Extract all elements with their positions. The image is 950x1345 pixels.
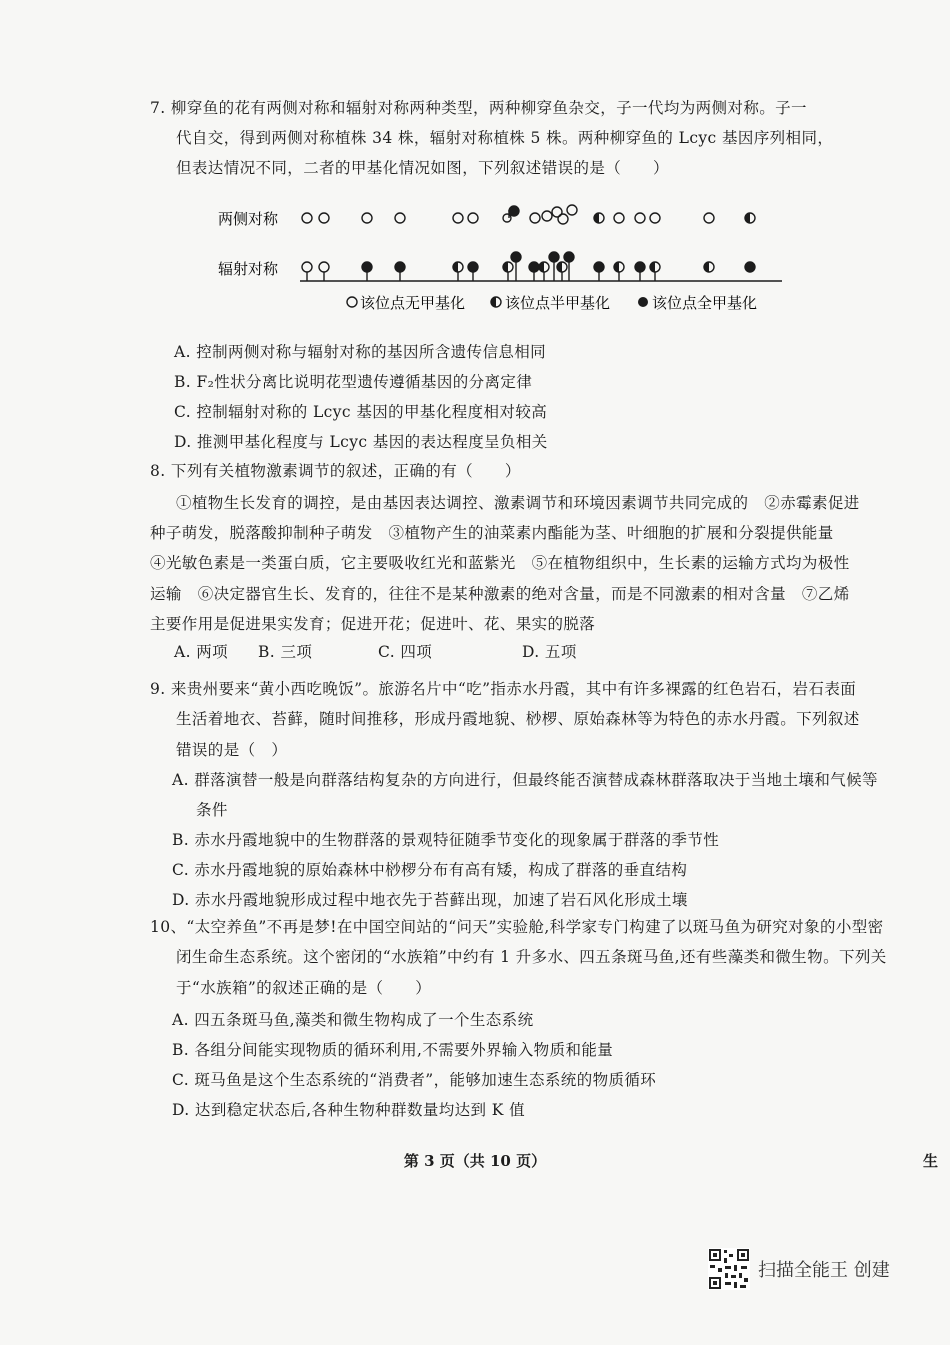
legend-unmethylated-label: 该位点无甲基化 [360,294,466,312]
radial-methylation-row [302,252,755,281]
site-unmethylated [319,213,329,223]
q9-option-a: A. 群落演替一般是向群落结构复杂的方向进行，但最终能否演替成森林群落取决于当地土壤和气候等条件 [172,771,878,819]
site-unmethylated [614,213,624,223]
q7-stem-line3: 但表达情况不同，二者的甲基化情况如图，下列叙述错误的是（ ） [176,159,669,177]
q9-option-b: B. 赤水丹霞地貌中的生物群落的景观特征随季节变化的现象属于群落的季节性 [172,831,720,849]
site-full-methylation [594,262,604,272]
q10-option-b: B. 各组分间能实现物质的循环利用,不需要外界输入物质和能量 [172,1041,614,1059]
site-unmethylated [319,262,329,272]
site-unmethylated [362,213,372,223]
q8-option-a: A. 两项 [174,643,229,661]
q7-stem-line2: 代自交，得到两侧对称植株 34 株，辐射对称植株 5 株。两种柳穿鱼的 Lcyc 基因序列相同， [176,129,834,147]
q9-option-c: C. 赤水丹霞地貌的原始森林中桫椤分布有高有矮，构成了群落的垂直结构 [172,861,688,879]
qr-code-icon [708,1248,750,1290]
site-full-methylation [529,262,539,272]
legend-half-methylated-label: 该位点半甲基化 [505,294,611,312]
q7-option-b: B. F₂性状分离比说明花型遗传遵循基因的分离定律 [174,373,533,391]
site-full-methylation [468,262,478,272]
margin-character: 生 [922,1152,938,1170]
site-unmethylated [395,213,405,223]
site-full-methylation [511,252,521,262]
site-full-methylation [395,262,405,272]
site-full-methylation [509,206,519,216]
q10-option-c: C. 斑马鱼是这个生态系统的“消费者”，能够加速生态系统的物质循环 [172,1071,657,1089]
site-unmethylated [567,205,577,215]
figure-row1-label: 两侧对称 [218,210,279,228]
site-unmethylated [302,213,312,223]
site-full-methylation [564,252,574,262]
q7-option-a: A. 控制两侧对称与辐射对称的基因所含遗传信息相同 [174,343,547,361]
q9-option-d: D. 赤水丹霞地貌形成过程中地衣先于苔藓出现，加速了岩石风化形成土壤 [172,891,688,909]
figure-legend [347,294,757,312]
q8-option-c: C. 四项 [378,643,433,661]
q7-stem-line1: 7. 柳穿鱼的花有两侧对称和辐射对称两种类型，两种柳穿鱼杂交，子一代均为两侧对称。子一 [150,99,807,117]
site-unmethylated [704,213,714,223]
q8-stem: 8. 下列有关植物激素调节的叙述，正确的有（ ） [150,462,521,480]
q8-options [174,642,577,662]
page-number: 第 3 页（共 10 页） [403,1152,547,1170]
site-unmethylated [650,213,660,223]
watermark-text: 扫描全能王 创建 [758,1260,890,1281]
site-unmethylated [453,213,463,223]
figure-row2-label: 辐射对称 [218,260,279,278]
q8-statements: ①植物生长发育的调控，是由基因表达调控、激素调节和环境因素调节共同完成的 ②赤霉素促进种子萌发，脱落酸抑制种子萌发 ③植物产生的油菜素内酯能为茎、叶细胞的扩展和分裂提供能量 ④光敏色素是一类蛋白质，它主要吸收红光和蓝紫光 ⑤在植物组织中，生长素的运输方式均为极性运输 ⑥决定器官生长、发育的，往往不是某种激素的绝对含量，而是不同激素的相对含量 ⑦乙烯主要作用是促进果实发育；促进开花；促进叶、花、果实的脱落 [150,494,860,633]
q7-option-d: D. 推测甲基化程度与 Lcyc 基因的表达程度呈负相关 [174,433,548,451]
q8-option-b: B. 三项 [258,643,313,661]
site-full-methylation [362,262,372,272]
legend-full-methylated-label: 该位点全甲基化 [652,294,758,312]
site-unmethylated [302,262,312,272]
q10-stem: 10、“太空养鱼”不再是梦!在中国空间站的“问天”实验舱,科学家专门构建了以斑马鱼为研究对象的小型密闭生命生态系统。这个密闭的“水族箱”中约有 1 升多水、四五条斑马鱼,还有些藻类和微生物。下列关于“水族箱”的叙述正确的是（ ） [150,918,887,997]
site-unmethylated [503,214,511,222]
legend-full-methylated-icon [638,297,648,307]
q9-stem-text: 9. 来贵州要来“黄小西吃晚饭”。旅游名片中“吃”指赤水丹霞，其中有许多裸露的红色岩石，岩石表面生活着地衣、苔藓，随时间推移，形成丹霞地貌、桫椤、原始森林等为特色的赤水丹霞。下列叙述错误的是（ ） [150,680,860,759]
site-full-methylation [635,262,645,272]
q10-option-d: D. 达到稳定状态后,各种生物种群数量均达到 K 值 [172,1101,525,1119]
site-full-methylation [745,262,755,272]
site-unmethylated [530,213,540,223]
scanner-watermark [708,1248,890,1290]
site-unmethylated [468,213,478,223]
site-full-methylation [549,252,559,262]
q9-stem [150,674,862,765]
q8-option-d: D. 五项 [522,643,577,661]
site-unmethylated [542,211,552,221]
q7-option-c: C. 控制辐射对称的 Lcyc 基因的甲基化程度相对较高 [174,403,548,421]
q10-option-a: A. 四五条斑马鱼,藻类和微生物构成了一个生态系统 [172,1011,534,1029]
site-unmethylated [635,213,645,223]
bilateral-methylation-row [302,205,755,224]
site-unmethylated [558,214,568,224]
legend-unmethylated-icon [347,297,357,307]
